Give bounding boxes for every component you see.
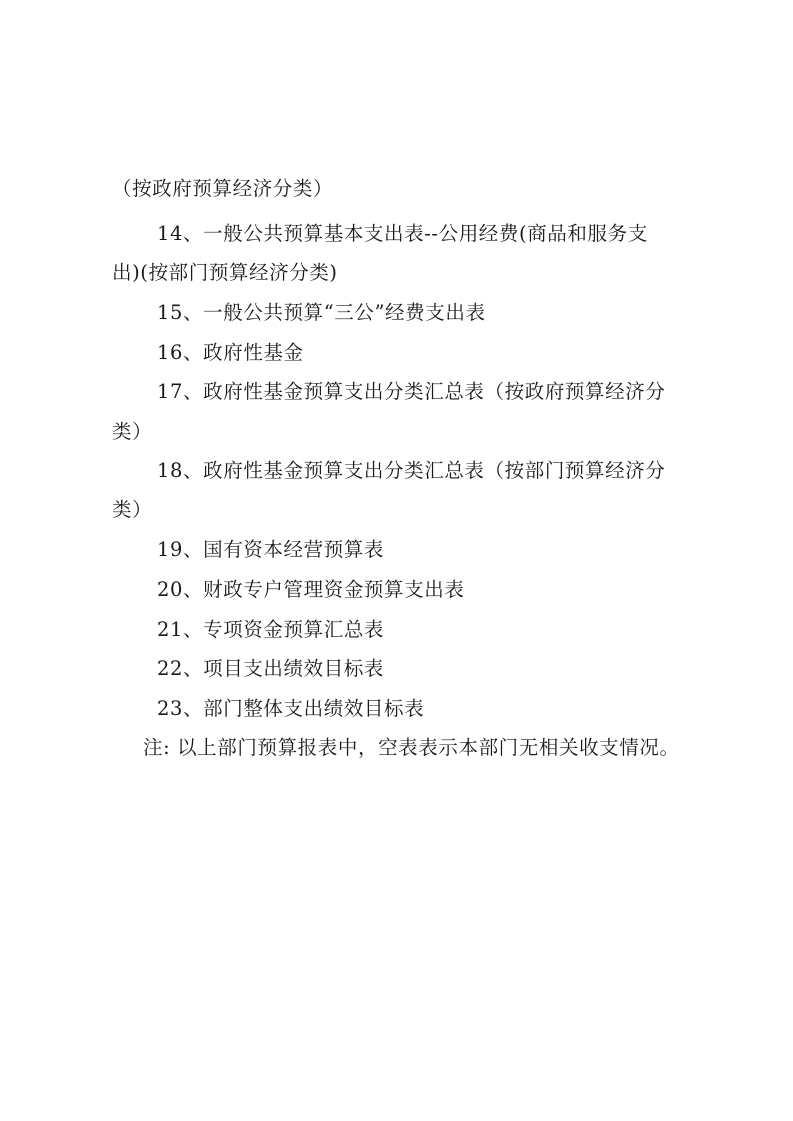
list-item-17: 17、政府性基金预算支出分类汇总表（按政府预算经济分 xyxy=(157,380,666,403)
list-item-17-continuation: 类） xyxy=(112,420,153,443)
list-item-16: 16、政府性基金 xyxy=(157,341,304,364)
list-item-18: 18、政府性基金预算支出分类汇总表（按部门预算经济分 xyxy=(157,459,666,482)
list-item-21: 21、专项资金预算汇总表 xyxy=(157,618,385,641)
list-item-14-continuation: 出)(按部门预算经济分类) xyxy=(112,261,338,284)
list-item-18-continuation: 类） xyxy=(112,498,153,521)
list-item-23: 23、部门整体支出绩效目标表 xyxy=(157,697,425,720)
list-item-15: 15、一般公共预算“三公”经费支出表 xyxy=(157,301,486,324)
list-item-22: 22、项目支出绩效目标表 xyxy=(157,657,385,680)
list-item-20: 20、财政专户管理资金预算支出表 xyxy=(157,578,465,601)
footnote: 注: 以上部门预算报表中，空表表示本部门无相关收支情况。 xyxy=(143,736,680,759)
continuation-line-classification: （按政府预算经济分类） xyxy=(112,177,334,200)
list-item-19: 19、国有资本经营预算表 xyxy=(157,538,385,561)
list-item-14: 14、一般公共预算基本支出表--公用经费(商品和服务支 xyxy=(157,222,648,245)
